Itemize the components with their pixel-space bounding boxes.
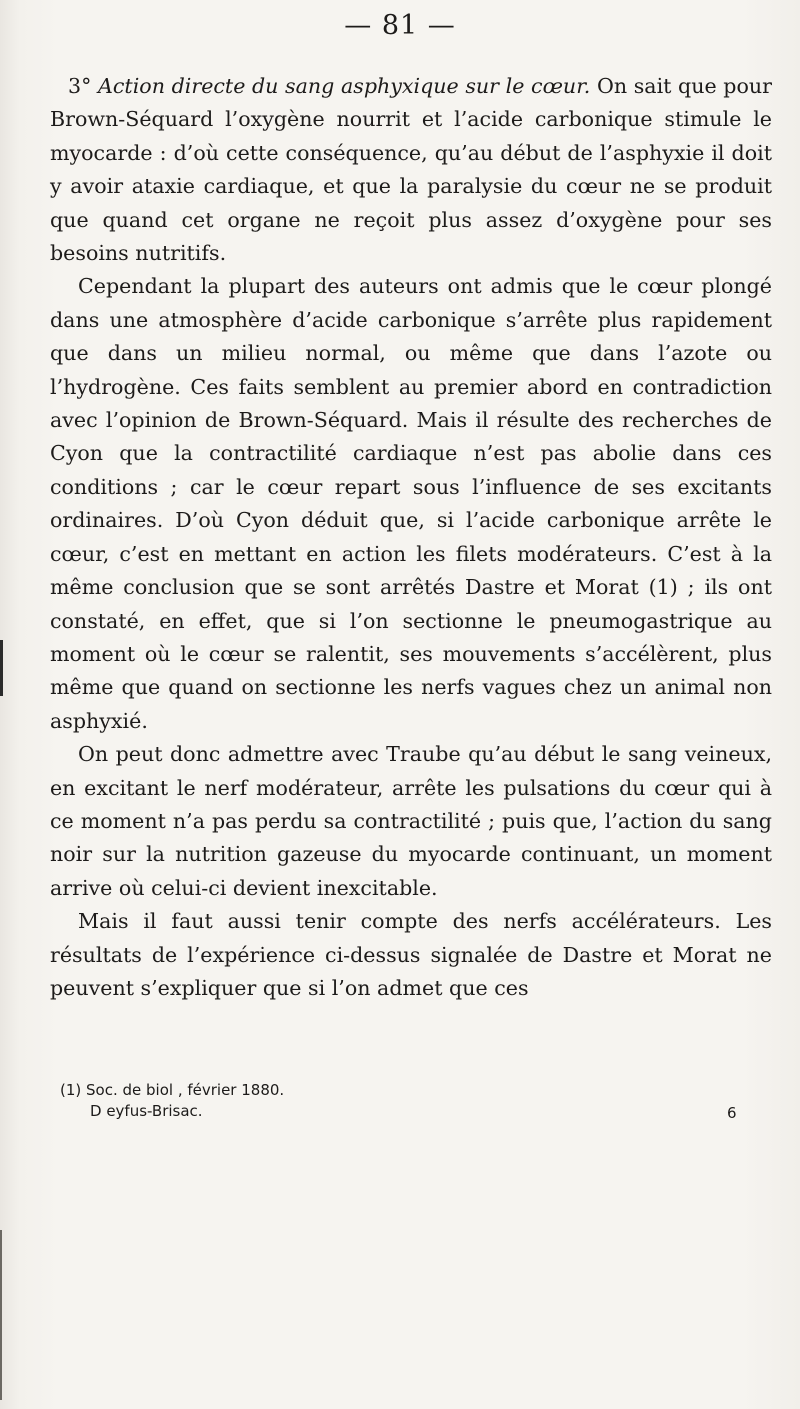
paragraph-4: Mais il faut aussi tenir compte des nerfs accélérateurs. Les résultats de l’expérience ci-dessus signalée de Dastre et Morat ne peuvent s’expliquer que si l’on admet que ces <box>50 909 772 1000</box>
main-text <box>50 70 772 1005</box>
page-number: — 81 — <box>344 10 456 41</box>
paragraph-1-text: On sait que pour Brown-Séquard l’oxygène nourrit et l’acide carbonique stimule le myocarde : d’où cette conséquence, qu’au début de l’asphyxie il doit y avoir ataxie cardiaque, et que la paralysie du cœur ne se produit que quand cet organe ne reçoit plus assez d’oxygène pour ses besoins nutritifs. <box>50 74 772 266</box>
margin-line-mark <box>0 640 3 696</box>
section-number: 3° <box>68 74 92 98</box>
binding-shadow-mark <box>0 1230 2 1400</box>
signature-mark: 6 <box>727 1104 737 1122</box>
footnotes <box>60 1080 740 1122</box>
paragraph-3: On peut donc admettre avec Traube qu’au début le sang veineux, en excitant le nerf modérateur, arrête les pulsations du cœur qui à ce moment n’a pas perdu sa contractilité ; puis que, l’action du sang noir sur la nutrition gazeuse du myocarde continuant, un moment arrive où celui-ci devient inexcitable. <box>50 742 772 900</box>
footnote-1: (1) Soc. de biol , février 1880. <box>60 1081 285 1099</box>
paragraph-1 <box>50 70 772 270</box>
footnote-author: D eyfus-Brisac. <box>90 1102 203 1120</box>
paragraph-2: Cependant la plupart des auteurs ont admis que le cœur plongé dans une atmosphère d’acide carbonique s’arrête plus rapidement que dans un milieu normal, ou même que dans l’azote ou l’hydrogène. Ces faits semblent au premier abord en contradiction avec l’opinion de Brown-Séquard. Mais il résulte des recherches de Cyon que la contractilité cardiaque n’est pas abolie dans ces conditions ; car le cœur repart sous l’influence de ses excitants ordinaires. D’où Cyon déduit que, si l’acide carbonique arrête le cœur, c’est en mettant en action les filets modérateurs. C’est à la même conclusion que se sont arrêtés Dastre et Morat (1) ; ils ont constaté, en effet, que si l’on sectionne le pneumogastrique au moment où le cœur se ralentit, ses mouvements s’accélèrent, plus même que quand on sectionne les nerfs vagues chez un animal non asphyxié. <box>50 274 772 733</box>
section-title: Action directe du sang asphyxique sur le cœur. <box>98 74 591 98</box>
